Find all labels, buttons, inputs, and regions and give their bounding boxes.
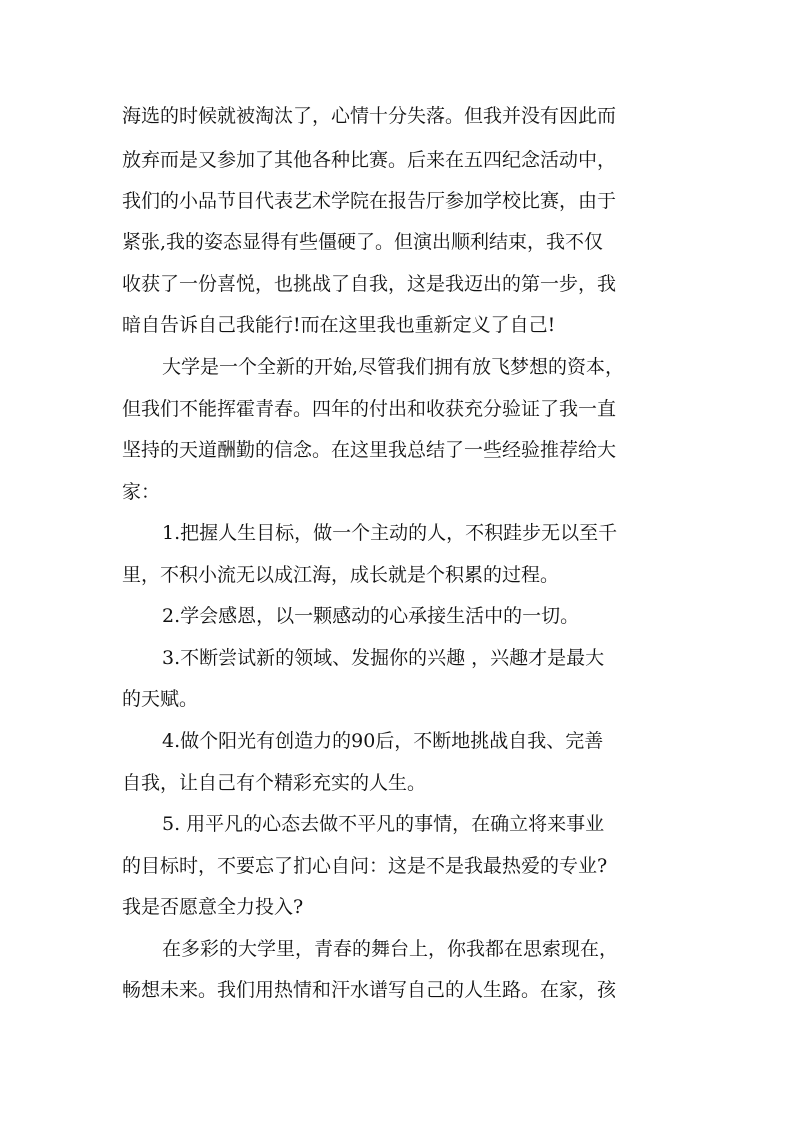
text-line: 畅想未来。我们用热情和汗水谱写自己的人生路。在家，孩: [122, 979, 617, 1001]
text-line: 的天赋。: [122, 688, 199, 710]
text-line: 4.做个阳光有创造力的90后，不断地挑战自我、完善: [162, 730, 604, 752]
text-line: 的目标时，不要忘了扪心自问：这是不是我最热爱的专业?: [122, 855, 608, 877]
text-line: 里，不积小流无以成江海，成长就是个积累的过程。: [122, 564, 560, 586]
text-line: 放弃而是又参加了其他各种比赛。后来在五四纪念活动中，: [122, 149, 617, 171]
text-line: 大学是一个全新的开始,尽管我们拥有放飞梦想的资本，: [162, 356, 625, 378]
text-line: 自我，让自己有个精彩充实的人生。: [122, 772, 427, 794]
text-line: 我是否愿意全力投入?: [122, 896, 304, 918]
text-line: 在多彩的大学里，青春的舞台上，你我都在思索现在，: [162, 938, 619, 960]
text-line: 坚持的天道酬勤的信念。在这里我总结了一些经验推荐给大: [122, 439, 617, 461]
text-line: 紧张,我的姿态显得有些僵硬了。但演出顺利结束，我不仅: [122, 231, 604, 253]
text-line: 2.学会感恩，以一颗感动的心承接生活中的一切。: [162, 605, 580, 627]
text-line: 1.把握人生目标，做一个主动的人，不积跬步无以至千: [162, 522, 618, 544]
text-line: 暗自告诉自己我能行!而在这里我也重新定义了自己!: [122, 314, 556, 336]
text-line: 3.不断尝试新的领域、发掘你的兴趣 ，兴趣才是最大: [162, 647, 605, 669]
text-line: 海选的时候就被淘汰了，心情十分失落。但我并没有因此而: [122, 105, 617, 127]
text-line: 5. 用平凡的心态去做不平凡的事情，在确立将来事业: [162, 813, 605, 835]
text-line: 家：: [122, 481, 161, 503]
text-line: 我们的小品节目代表艺术学院在报告厅参加学校比赛，由于: [122, 190, 617, 212]
text-line: 但我们不能挥霍青春。四年的付出和收获充分验证了我一直: [122, 398, 617, 420]
text-line: 收获了一份喜悦，也挑战了自我，这是我迈出的第一步，我: [122, 273, 617, 295]
